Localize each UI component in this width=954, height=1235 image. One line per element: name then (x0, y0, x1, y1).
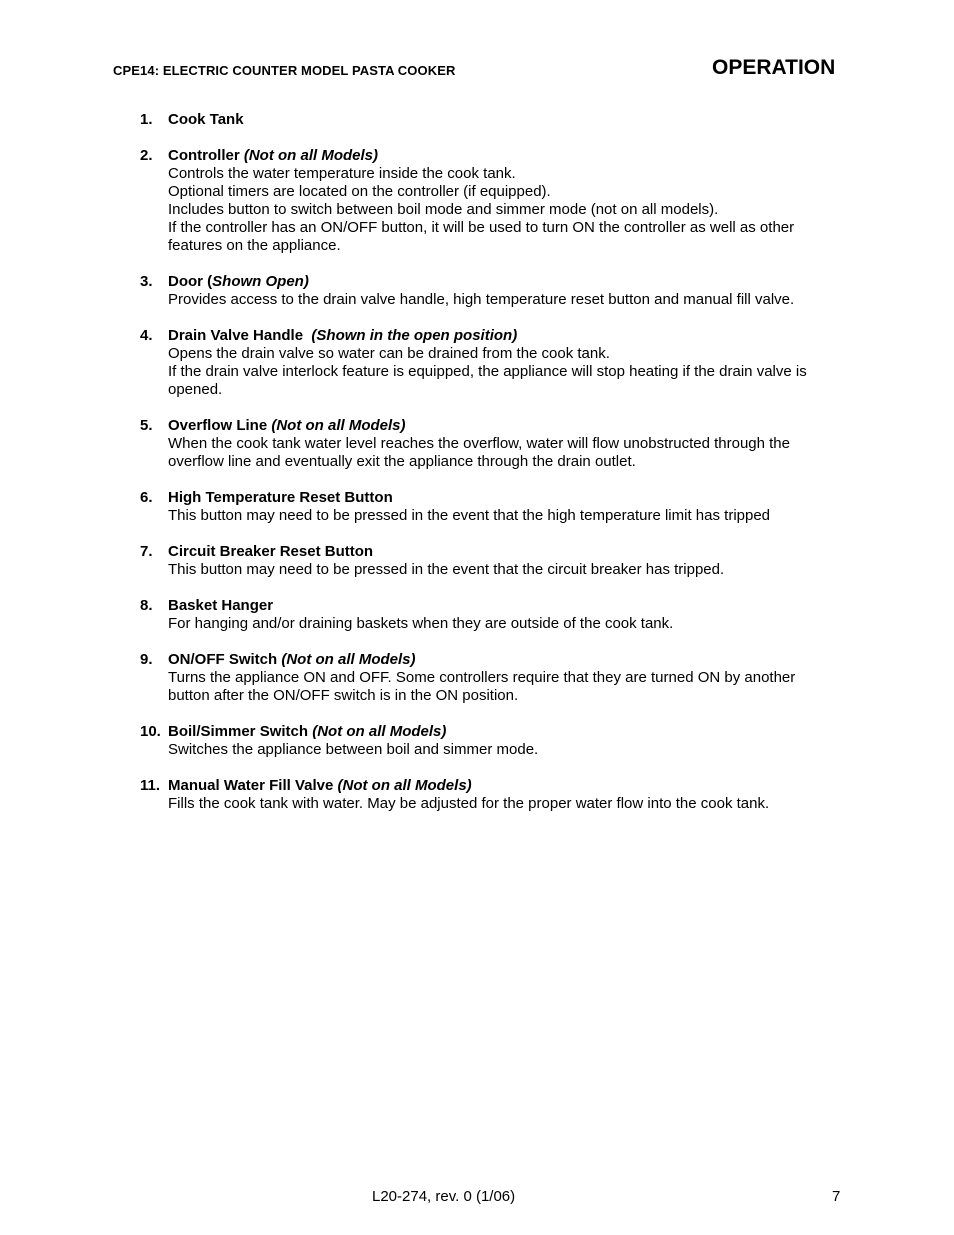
item-description: Provides access to the drain valve handle, high temperature reset button and manual fill valve. (168, 291, 795, 308)
list-item (140, 651, 840, 705)
footer-page-number: 7 (832, 1188, 841, 1205)
item-number: 7. (140, 543, 153, 560)
item-description: Includes button to switch between boil mode and simmer mode (not on all models). (168, 201, 719, 218)
item-description: When the cook tank water level reaches the overflow, water will flow unobstructed through the overflow line and eventually exit the appliance through the drain outlet. (168, 435, 790, 470)
item-number: 4. (140, 327, 153, 344)
item-description: This button may need to be pressed in the event that the circuit breaker has tripped. (168, 561, 725, 578)
item-title: Drain Valve Handle (168, 327, 312, 344)
item-title-line (168, 111, 840, 129)
item-note: (Not on all Models) (271, 417, 406, 434)
item-title: ON/OFF Switch (168, 651, 282, 668)
item-note: (Not on all Models) (337, 777, 472, 794)
list-item (140, 597, 840, 633)
item-number: 8. (140, 597, 153, 614)
item-title-line (168, 417, 840, 435)
component-list (140, 111, 840, 831)
item-note: Shown Open) (212, 273, 309, 290)
item-description: This button may need to be pressed in the event that the high temperature limit has tripped (168, 507, 771, 524)
item-description: Controls the water temperature inside the cook tank. (168, 165, 516, 182)
item-title: Controller (168, 147, 244, 164)
item-note: (Shown in the open position) (311, 327, 518, 344)
list-item (140, 147, 840, 255)
item-title-line (168, 147, 840, 165)
item-number: 2. (140, 147, 153, 164)
list-item (140, 777, 840, 813)
item-title-line (168, 273, 840, 291)
item-description: Fills the cook tank with water. May be adjusted for the proper water flow into the cook tank. (168, 795, 770, 812)
item-note: (Not on all Models) (312, 723, 447, 740)
item-number: 9. (140, 651, 153, 668)
section-title: OPERATION (712, 56, 836, 79)
item-title-line (168, 777, 840, 795)
item-title: Circuit Breaker Reset Button (168, 543, 374, 560)
item-title-line (168, 489, 840, 507)
item-title: Basket Hanger (168, 597, 274, 614)
item-title-line (168, 723, 840, 741)
item-title: Overflow Line (168, 417, 272, 434)
item-title-line (168, 327, 840, 345)
item-title: Door ( (168, 273, 213, 290)
item-title-line (168, 597, 840, 615)
item-description: Optional timers are located on the controller (if equipped). (168, 183, 551, 200)
list-item (140, 417, 840, 471)
list-item (140, 723, 840, 759)
list-item (140, 111, 840, 129)
list-item (140, 327, 840, 399)
item-number: 6. (140, 489, 153, 506)
item-number: 5. (140, 417, 153, 434)
item-title-line (168, 651, 840, 669)
item-description: Switches the appliance between boil and simmer mode. (168, 741, 539, 758)
item-title: Cook Tank (168, 111, 244, 128)
item-description: Turns the appliance ON and OFF. Some controllers require that they are turned ON by another button after the ON/OFF switch is in the ON position. (168, 669, 796, 704)
item-description: If the controller has an ON/OFF button, it will be used to turn ON the controller as well as other features on the appliance. (168, 219, 795, 254)
item-title: Manual Water Fill Valve (168, 777, 338, 794)
footer-doc-ref: L20-274, rev. 0 (1/06) (372, 1188, 516, 1205)
item-title: High Temperature Reset Button (168, 489, 393, 506)
header-title: CPE14: ELECTRIC COUNTER MODEL PASTA COOKER (113, 63, 456, 78)
list-item (140, 273, 840, 309)
item-title-line (168, 543, 840, 561)
item-number: 10. (140, 723, 161, 740)
item-description: For hanging and/or draining baskets when they are outside of the cook tank. (168, 615, 674, 632)
item-note: (Not on all Models) (243, 147, 379, 164)
list-item (140, 543, 840, 579)
item-number: 3. (140, 273, 153, 290)
item-title: Boil/Simmer Switch (168, 723, 313, 740)
item-description: If the drain valve interlock feature is equipped, the appliance will stop heating if the drain valve is opened. (168, 363, 807, 398)
item-number: 1. (140, 111, 153, 128)
item-number: 11. (140, 777, 161, 794)
item-description: Opens the drain valve so water can be drained from the cook tank. (168, 345, 610, 362)
list-item (140, 489, 840, 525)
item-note: (Not on all Models) (281, 651, 416, 668)
